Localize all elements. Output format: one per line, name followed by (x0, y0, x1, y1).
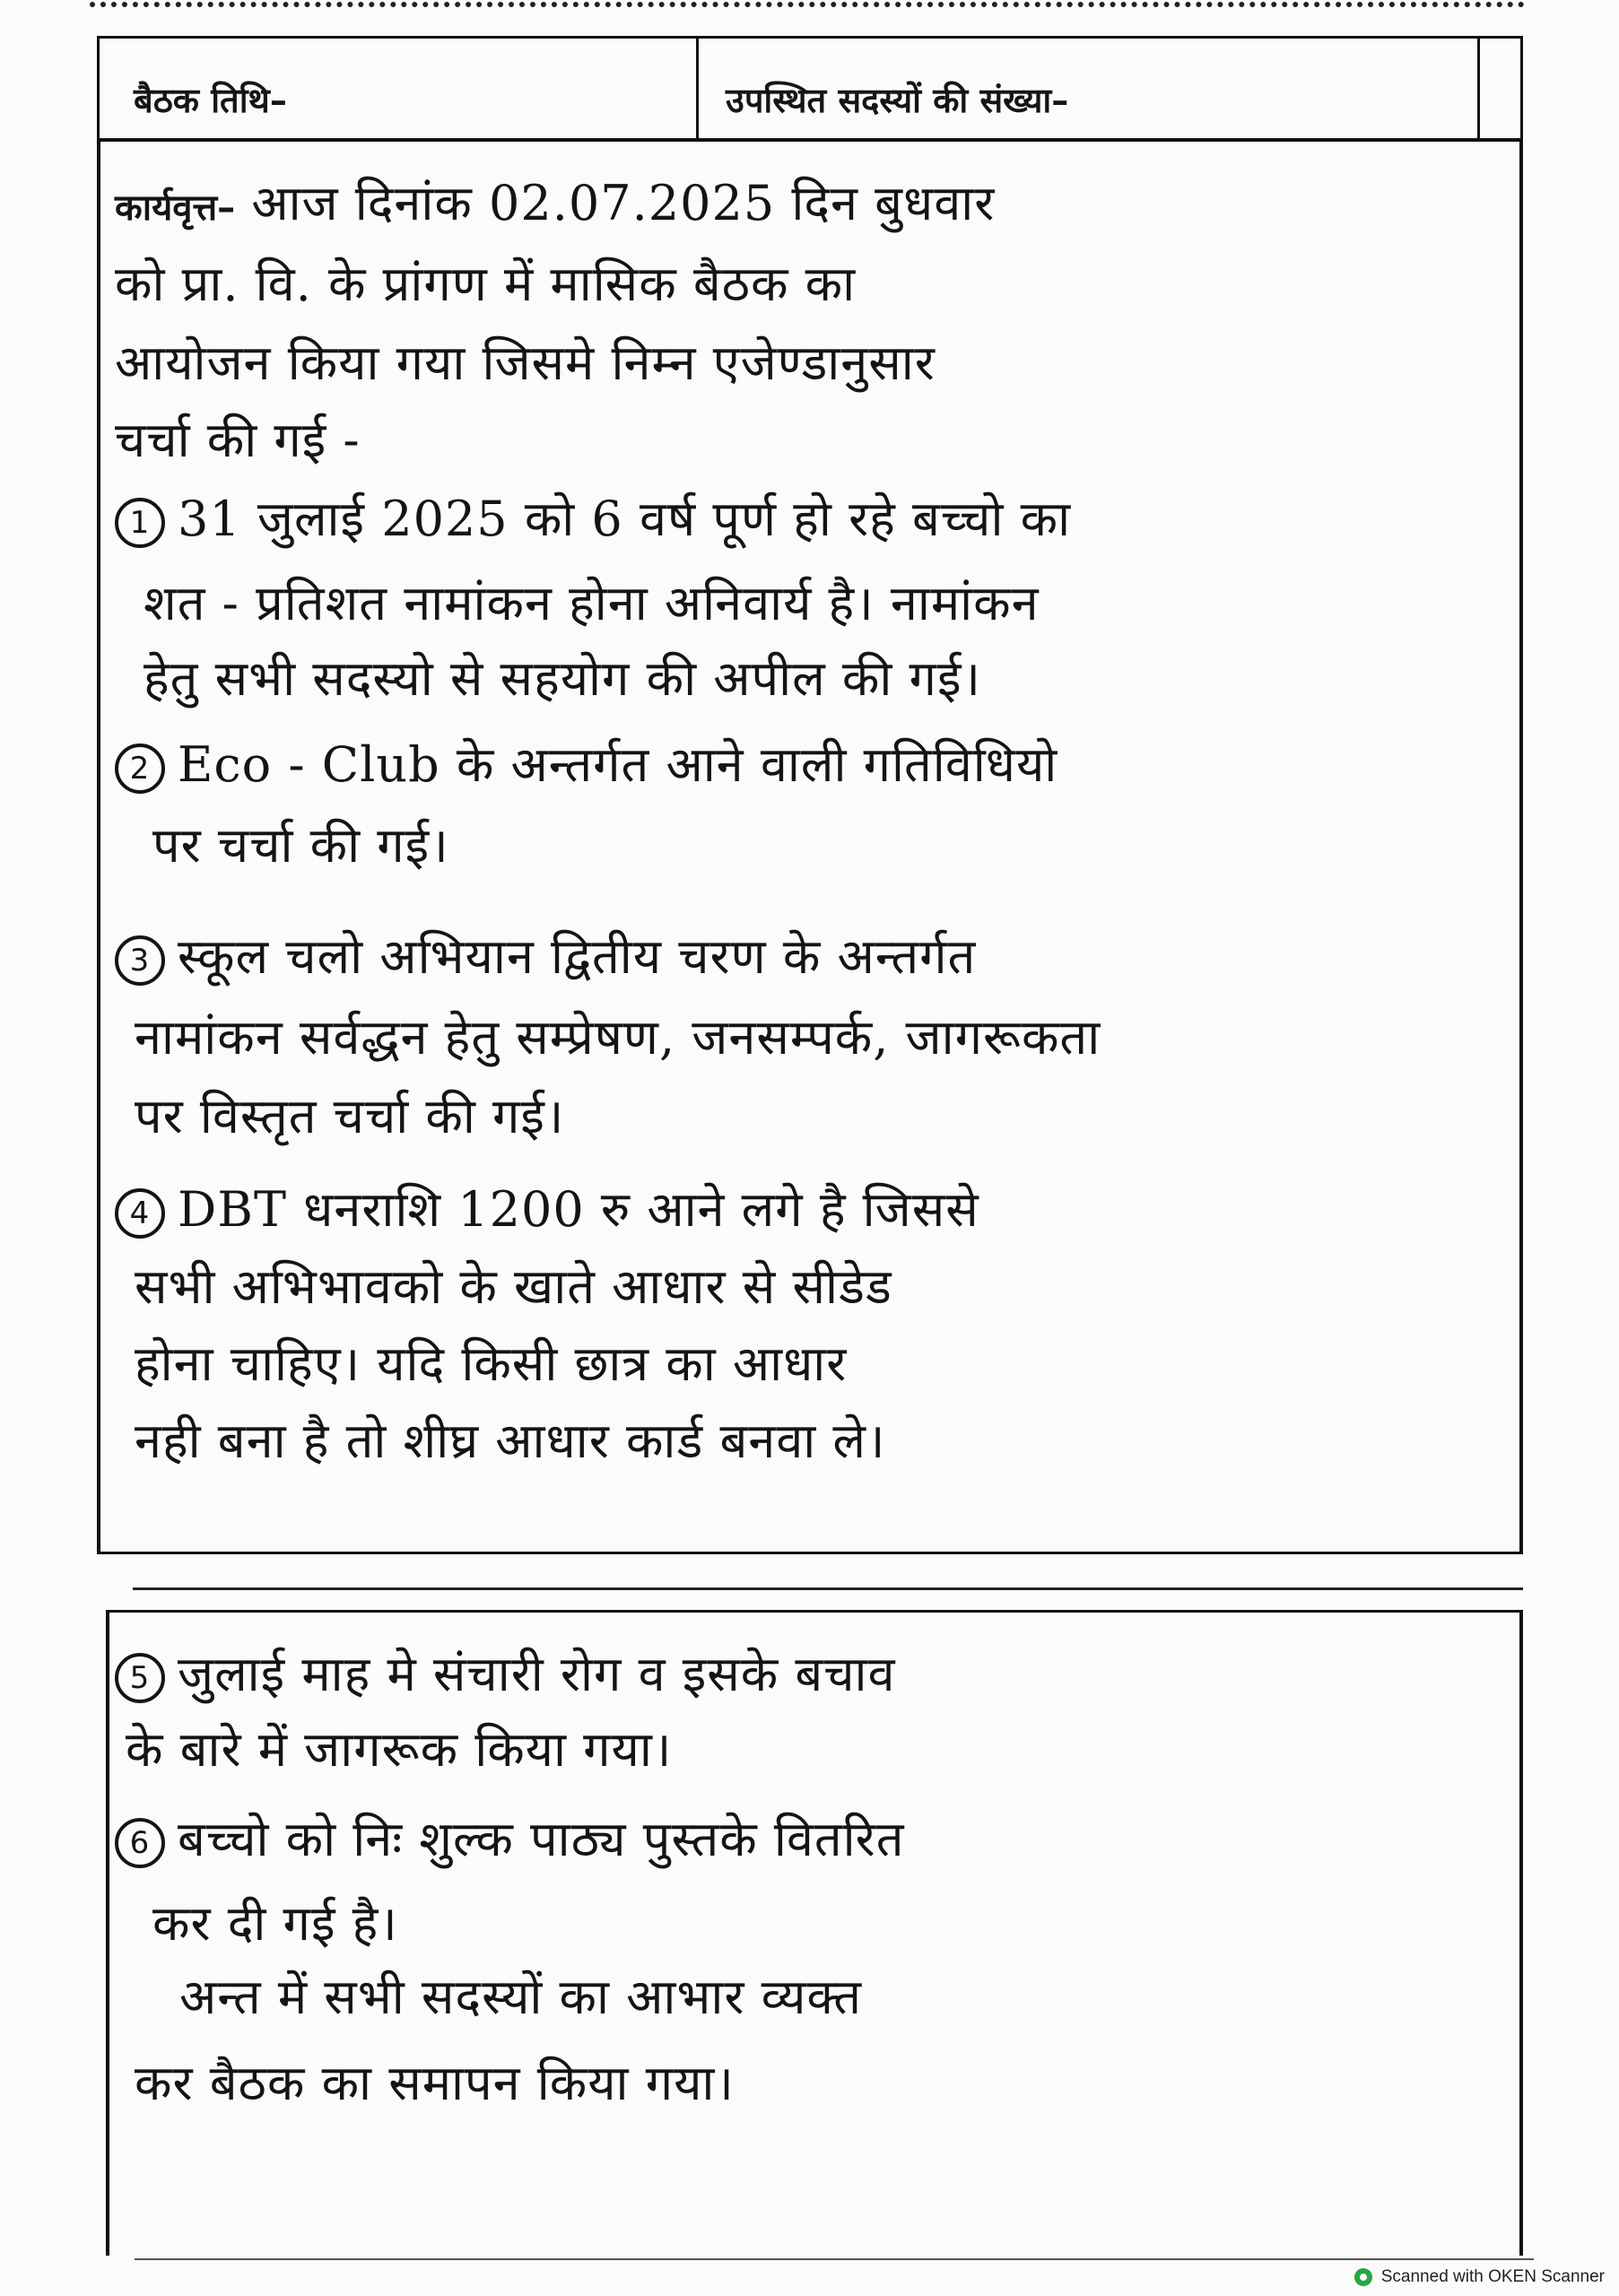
intro-text-1: आज दिनांक 02.07.2025 दिन बुधवार (251, 175, 996, 231)
top-dotted-border (90, 2, 1525, 16)
members-present-label: उपस्थित सदस्यों की संख्या– (726, 81, 1069, 120)
closing-line-2: कर बैठक का समापन किया गया। (135, 2055, 735, 2111)
minutes-intro-line-2: को प्रा. वि. के प्रांगण में मासिक बैठक का (115, 256, 857, 312)
item-4-line-2: सभी अभिभावको के खाते आधार से सीडेड (135, 1258, 892, 1315)
header-table (97, 36, 1523, 142)
item-number-badge: 1 (115, 498, 165, 548)
separator-line (133, 1587, 1523, 1590)
item-3-line-2: नामांकन सर्वद्धन हेतु सम्प्रेषण, जनसम्पर्क, जागरूकता (135, 1009, 1101, 1065)
header-divider (696, 39, 699, 138)
bottom-rule (135, 2258, 1534, 2260)
item-6-line-1 (115, 1811, 1514, 1868)
item-6-text-1: बच्चो को निः शुल्क पाठ्य पुस्तके वितरित (178, 1811, 905, 1867)
item-4-line-3: होना चाहिए। यदि किसी छात्र का आधार (135, 1335, 848, 1392)
header-divider-right (1477, 39, 1480, 138)
closing-line-1: अन्त में सभी सदस्यों का आभार व्यक्त (179, 1969, 863, 2025)
item-3-text-1: स्कूल चलो अभियान द्वितीय चरण के अन्तर्गत (178, 928, 977, 985)
item-6-line-2: कर दी गई है। (152, 1895, 398, 1952)
item-5-text-1: जुलाई माह मे संचारी रोग व इसके बचाव (178, 1646, 896, 1702)
item-3-line-1 (115, 928, 1514, 986)
item-number-badge: 2 (115, 744, 165, 794)
item-3-line-3: पर विस्तृत चर्चा की गई। (135, 1088, 565, 1144)
minutes-intro-line-1 (115, 175, 1514, 231)
item-1-line-2: शत - प्रतिशत नामांकन होना अनिवार्य है। नामांकन (144, 575, 1040, 631)
minutes-label: कार्यवृत्त– (115, 187, 236, 229)
item-2-line-1 (115, 736, 1514, 794)
item-number-badge: 6 (115, 1818, 165, 1868)
scanner-footer-text: Scanned with OKEN Scanner (1380, 2267, 1605, 2286)
item-2-text-1: Eco - Club के अन्तर्गत आने वाली गतिविधियो (178, 736, 1058, 793)
minutes-intro-line-3: आयोजन किया गया जिसमे निम्न एजेण्डानुसार (115, 335, 936, 391)
item-5-line-2: के बारे में जागरूक किया गया। (126, 1721, 673, 1778)
meeting-date-label: बैठक तिथि– (134, 81, 287, 120)
item-1-text-1: 31 जुलाई 2025 को 6 वर्ष पूर्ण हो रहे बच्चो का (178, 491, 1072, 547)
item-number-badge: 4 (115, 1188, 165, 1239)
item-1-line-1 (115, 491, 1514, 548)
item-4-text-1: DBT धनराशि 1200 रु आने लगे है जिससे (178, 1181, 979, 1238)
item-5-line-1 (115, 1646, 1514, 1703)
item-number-badge: 5 (115, 1653, 165, 1703)
item-2-line-2: पर चर्चा की गई। (152, 817, 449, 874)
item-number-badge: 3 (115, 935, 165, 986)
item-4-line-1 (115, 1181, 1514, 1239)
scanner-footer (1354, 2267, 1605, 2287)
minutes-intro-line-4: चर्चा की गई - (115, 412, 361, 468)
item-4-line-4: नही बना है तो शीघ्र आधार कार्ड बनवा ले। (135, 1413, 886, 1469)
oken-scanner-icon (1354, 2268, 1372, 2286)
item-1-line-3: हेतु सभी सदस्यो से सहयोग की अपील की गई। (144, 650, 981, 707)
